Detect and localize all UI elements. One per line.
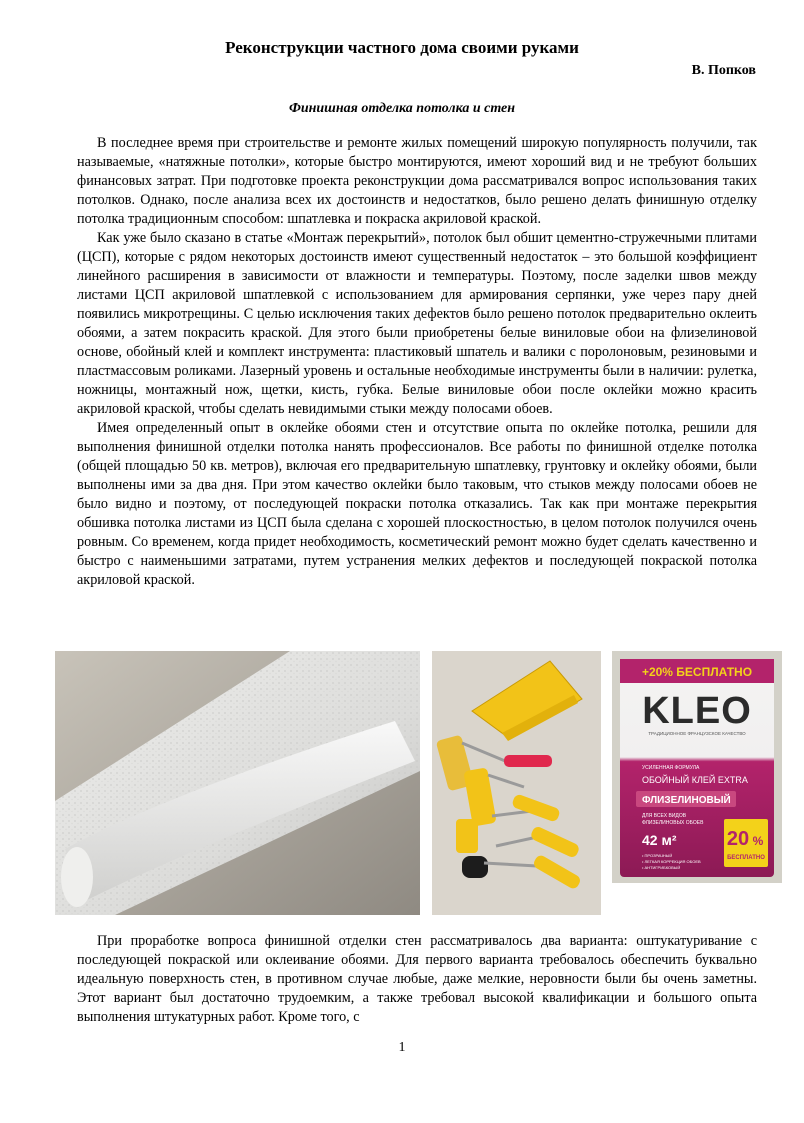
paragraph: В последнее время при строительстве и ремонте жилых помещений широкую популярность получили, так называемые, «натяжные потолки», которые быстро монтируются, имеют хороший вид и не требуют больших финансовых затрат. При подготовке проекта реконструкции дома рассматривался вопрос использования таких потолков. Однако, после анализа всех их достоинств и недостатков, было решено делать финишную отделку потолка традиционным способом: шпатлевка и покраска акриловой краской.: [77, 135, 757, 227]
glue-tagline: ТРАДИЦИОННОЕ ФРАНЦУЗСКОЕ КАЧЕСТВО: [648, 731, 746, 736]
glue-formula-label: УСИЛЕННАЯ ФОРМУЛА: [642, 765, 700, 771]
section-title: Финишная отделка потолка и стен: [288, 101, 516, 116]
glue-coverage: 42 м²: [642, 832, 677, 848]
paragraph: При проработке вопроса финишной отделки стен рассматривалось два варианта: оштукатуривание с последующей покраской или оклеивание обоями. Для первого варианта требовалось обеспечить буквально идеальную поверхность стен, в противном случае любые, даже мелкие, неровности были бы очень заметны. Этот вариант был достаточно трудоемким, а также требовал высокой квалификации и большого опыта выполнения штукатурных работ. Кроме того, с: [77, 933, 757, 1025]
paragraph: Имея определенный опыт в оклейке обоями стен и отсутствие опыта по оклейке потолка, решили для выполнения финишной отделки потолка нанять профессионалов. Все работы по финишной отделке потолка (общей площадью 50 кв. метров), включая его предварительную шпатлевку, грунтовку и оклейку обоями, были выполнены ими за два дня. При этом качество оклейки было таковым, что стыков между полосами обоев не было видно и поэтому, от последующей покраски потолка отказались. Так как при монтаже перекрытия обшивка потолка листами из ЦСП была сделана с хорошей плоскостностью, в целом потолок получился очень ровным. Со временем, когда придет необходимость, косметический ремонт можно будет сделать качественно и быстро с наименьшими затратами, путем устранения мелких дефектов и последующей покраской потолка акриловой краской.: [77, 420, 757, 588]
glue-badge-value: 20: [726, 828, 750, 850]
body-text-bottom: [77, 932, 757, 1027]
body-text-top: [77, 134, 757, 590]
glue-badge-unit: %: [752, 834, 764, 848]
glue-purpose-line: ДЛЯ ВСЕХ ВИДОВ: [642, 813, 687, 819]
document-title: Реконструкции частного дома своими руками: [225, 38, 579, 57]
glue-type-label: ФЛИЗЕЛИНОВЫЙ: [642, 795, 731, 806]
glue-badge-caption: БЕСПЛАТНО: [727, 855, 765, 861]
glue-package-photo: [612, 651, 782, 883]
glue-product-name: ОБОЙНЫЙ КЛЕЙ EXTRA: [642, 775, 748, 785]
author-name: В. Попков: [691, 63, 756, 78]
glue-feature: • ПРОЗРАЧНЫЙ: [642, 853, 673, 858]
glue-brand-logo: KLEO: [642, 690, 752, 732]
glue-purpose-line: ФЛИЗЕЛИНОВЫХ ОБОЕВ: [642, 820, 704, 826]
glue-feature: • ЛЕГКАЯ КОРРЕКЦИЯ ОБОЕВ: [642, 859, 701, 864]
glue-promo-label: +20% БЕСПЛАТНО: [641, 665, 753, 679]
wallpaper-roll-photo: [55, 651, 420, 915]
page-number: 1: [398, 1040, 406, 1055]
glue-feature: • АНТИГРИБКОВЫЙ: [642, 865, 681, 870]
tools-photo: [432, 651, 601, 915]
paragraph: Как уже было сказано в статье «Монтаж перекрытий», потолок был обшит цементно-стружечными плитами (ЦСП), которые с рядом некоторых достоинств имеют существенный недостаток – это большой коэффициент линейного расширения в зависимости от влажности и температуры. Поэтому, после заделки швов между листами ЦСП акриловой шпатлевкой с использованием для армирования серпянки, уже через пару дней появились микротрещины. С целью исключения таких дефектов было решено потолок предварительно оклеить обоями, а затем покрасить краской. Для этого были приобретены белые виниловые обои на флизелиновой основе, обойный клей и комплект инструмента: пластиковый шпатель и валики с поролоновым, резиновыми и пластмассовым роликами. Лазерный уровень и остальные необходимые инструменты были в наличии: рулетка, ножницы, монтажный нож, щетки, кисть, губка. Белые виниловые обои после оклейки можно красить акриловой краской, чтобы сделать невидимыми стыки между полосами обоев.: [77, 230, 757, 417]
